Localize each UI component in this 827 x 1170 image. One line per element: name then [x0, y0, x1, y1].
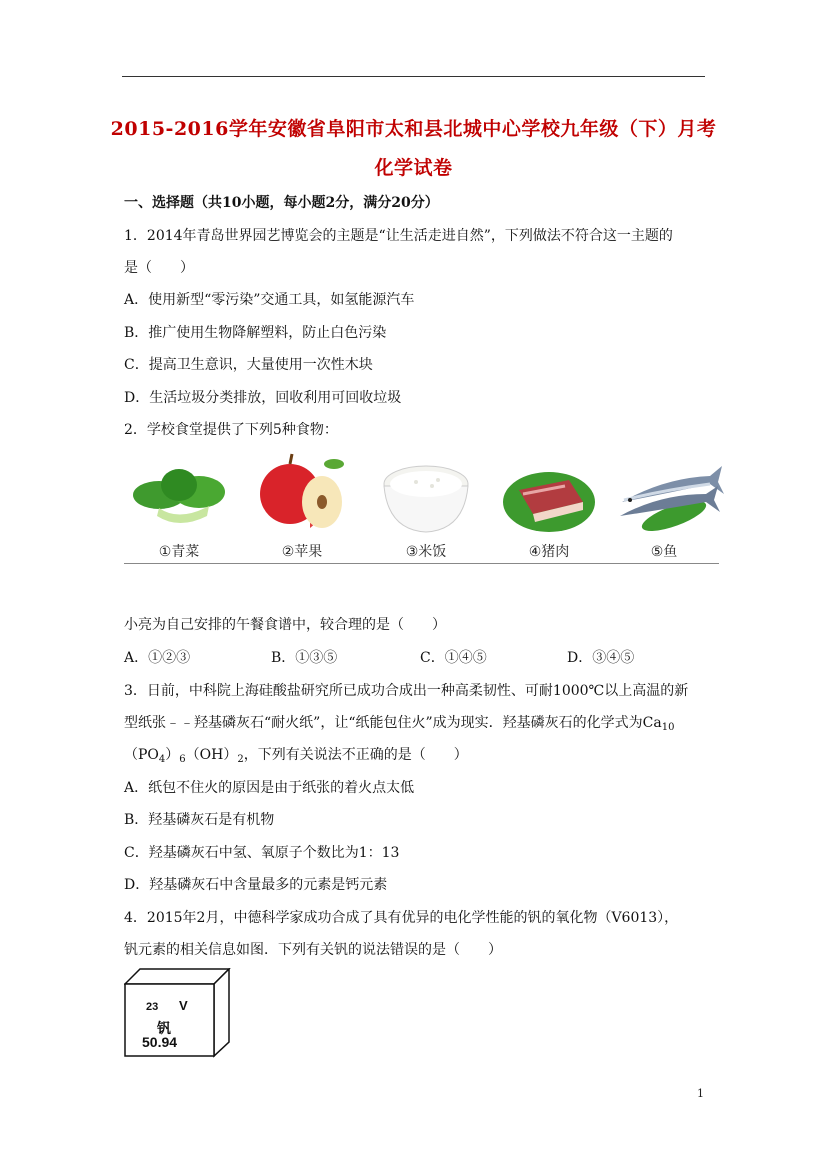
- doc-title-line1: 2015-2016学年安徽省阜阳市太和县北城中心学校九年级（下）月考: [110, 118, 717, 140]
- doc-title-line2: 化学试卷: [374, 157, 453, 179]
- food-item-greens: [124, 446, 234, 564]
- formula-po-close: ）: [165, 747, 180, 763]
- formula-ca: Ca: [642, 715, 662, 731]
- fish-icon: [614, 450, 724, 540]
- q3-stem-line3: [124, 748, 468, 765]
- formula-6: 6: [179, 754, 186, 765]
- bok-choy-icon: [129, 450, 229, 540]
- q3-option-c: C．羟基磷灰石中氢、氧原子个数比为1：13: [124, 845, 400, 861]
- food-item-fish: [609, 446, 719, 564]
- food-caption-2: ②苹果: [281, 544, 323, 560]
- apple-icon: [252, 450, 352, 540]
- formula-po-sub: 4: [158, 754, 166, 765]
- q1-option-a: A．使用新型“零污染”交通工具，如氢能源汽车: [124, 292, 415, 308]
- q4-stem-line2: 钒元素的相关信息如图．下列有关钒的说法错误的是（ ）: [124, 942, 502, 958]
- food-item-apple: [247, 446, 357, 564]
- header-rule: [122, 76, 705, 77]
- q1-stem-line1: 1．2014年青岛世界园艺博览会的主题是“让生活走进自然”，下列做法不符合这一主题的: [124, 228, 673, 244]
- q3-stem-line2-text: 型纸张﹣﹣羟基磷灰石“耐火纸”，让“纸能包住火”成为现实．羟基磷灰石的化学式为: [124, 715, 643, 731]
- formula-2: 2: [237, 754, 244, 765]
- formula-po: （PO: [124, 747, 159, 763]
- food-item-rice: [371, 446, 481, 564]
- q3-stem-line1: 3．日前，中科院上海硅酸盐研究所已成功合成出一种高柔韧性、可耐1000℃以上高温的新: [124, 683, 689, 699]
- q2-question: 小亮为自己安排的午餐食谱中，较合理的是（ ）: [124, 617, 446, 633]
- element-atomic-number: 23: [146, 1001, 159, 1013]
- food-image-strip: [124, 446, 719, 564]
- q2-option-d: D．③④⑤: [567, 650, 635, 666]
- element-box-icon: [124, 968, 232, 1058]
- q2-option-b: B．①③⑤: [271, 650, 338, 666]
- q3-stem-line3-tail: ，下列有关说法不正确的是（ ）: [243, 747, 468, 763]
- q3-option-a: A．纸包不住火的原因是由于纸张的着火点太低: [124, 780, 415, 796]
- q2-option-c: C．①④⑤: [420, 650, 487, 666]
- element-symbol: V: [179, 998, 188, 1013]
- formula-ca-sub: 10: [661, 722, 675, 733]
- pork-icon: [499, 450, 599, 540]
- element-card-vanadium: [124, 968, 232, 1058]
- food-caption-3: ③米饭: [405, 544, 447, 560]
- q1-option-d: D．生活垃圾分类排放，回收利用可回收垃圾: [124, 390, 402, 406]
- q1-option-b: B．推广使用生物降解塑料，防止白色污染: [124, 325, 387, 341]
- rice-bowl-icon: [376, 450, 476, 540]
- q1-stem-line2: 是（ ）: [124, 260, 194, 276]
- food-item-pork: [494, 446, 604, 564]
- food-caption-1: ①青菜: [158, 544, 200, 560]
- q3-option-d: D．羟基磷灰石中含量最多的元素是钙元素: [124, 877, 388, 893]
- food-strip-baseline: [124, 563, 719, 564]
- food-caption-5: ⑤鱼: [650, 544, 678, 560]
- q2-option-a: A．①②③: [124, 650, 191, 666]
- q3-stem-line2: [124, 716, 674, 733]
- element-name: 钒: [157, 1021, 171, 1037]
- page-number: 1: [697, 1087, 704, 1100]
- formula-oh: （OH）: [185, 747, 238, 763]
- food-caption-4: ④猪肉: [528, 544, 570, 560]
- element-atomic-mass: 50.94: [142, 1034, 178, 1050]
- section-heading: 一、选择题（共10小题，每小题2分，满分20分）: [124, 195, 439, 211]
- q2-stem: 2．学校食堂提供了下列5种食物：: [124, 422, 338, 438]
- q3-option-b: B．羟基磷灰石是有机物: [124, 812, 275, 828]
- q1-option-c: C．提高卫生意识，大量使用一次性木块: [124, 357, 373, 373]
- q4-stem-line1: 4．2015年2月，中德科学家成功合成了具有优异的电化学性能的钒的氧化物（V6013），: [124, 910, 679, 926]
